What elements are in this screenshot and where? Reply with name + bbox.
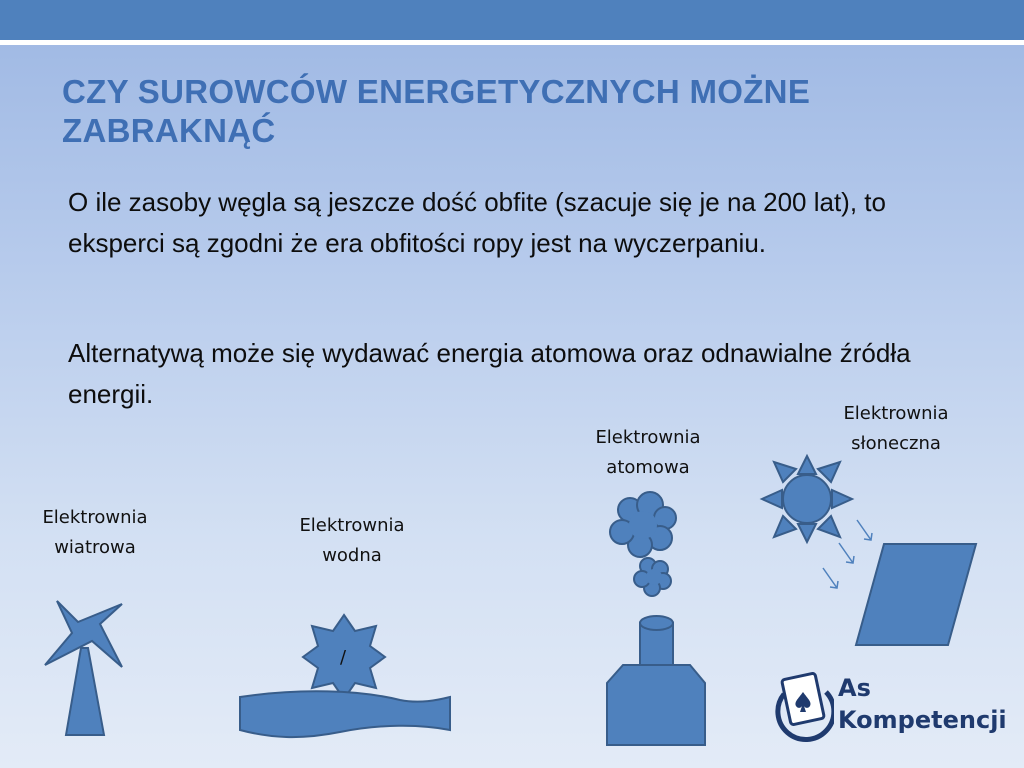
- sun-icon: [762, 456, 852, 542]
- label-solar-line1: Elektrownia: [843, 403, 949, 424]
- label-hydro-line1: Elektrownia: [299, 515, 405, 536]
- label-nuclear-line2: atomowa: [606, 457, 690, 478]
- smoke-cloud-icon: [610, 492, 676, 596]
- label-solar-line2: słoneczna: [851, 433, 941, 454]
- slide-title: CZY SUROWCÓW ENERGETYCZNYCH MOŻNE ZABRAKNĄĆ: [62, 73, 811, 149]
- paragraph-alternatives: Alternatywą może się wydawać energia atomowa oraz odnawialne źródła energii.: [68, 338, 911, 409]
- ace-card-icon: [770, 668, 834, 748]
- label-hydro-line2: wodna: [322, 545, 382, 566]
- logo-text-kompetencji: Kompetencji: [838, 706, 1007, 734]
- paragraph-coal-oil: O ile zasoby węgla są jeszcze dość obfite (szacuje się je na 200 lat), to eksperci są zgodni że era obfitości ropy jest na wyczerpaniu.: [68, 187, 886, 258]
- water-wheel-mark: /: [340, 647, 347, 668]
- water-wave-icon: [240, 691, 450, 737]
- brand-logo: [770, 668, 1010, 748]
- wind-turbine-icon: [45, 601, 122, 735]
- label-wind-line1: Elektrownia: [42, 507, 148, 528]
- label-nuclear-line1: Elektrownia: [595, 427, 701, 448]
- nuclear-plant-icon: [607, 616, 705, 745]
- logo-text-as: As: [838, 674, 871, 702]
- solar-panel-icon: [856, 544, 976, 645]
- label-wind-line2: wiatrowa: [54, 537, 136, 558]
